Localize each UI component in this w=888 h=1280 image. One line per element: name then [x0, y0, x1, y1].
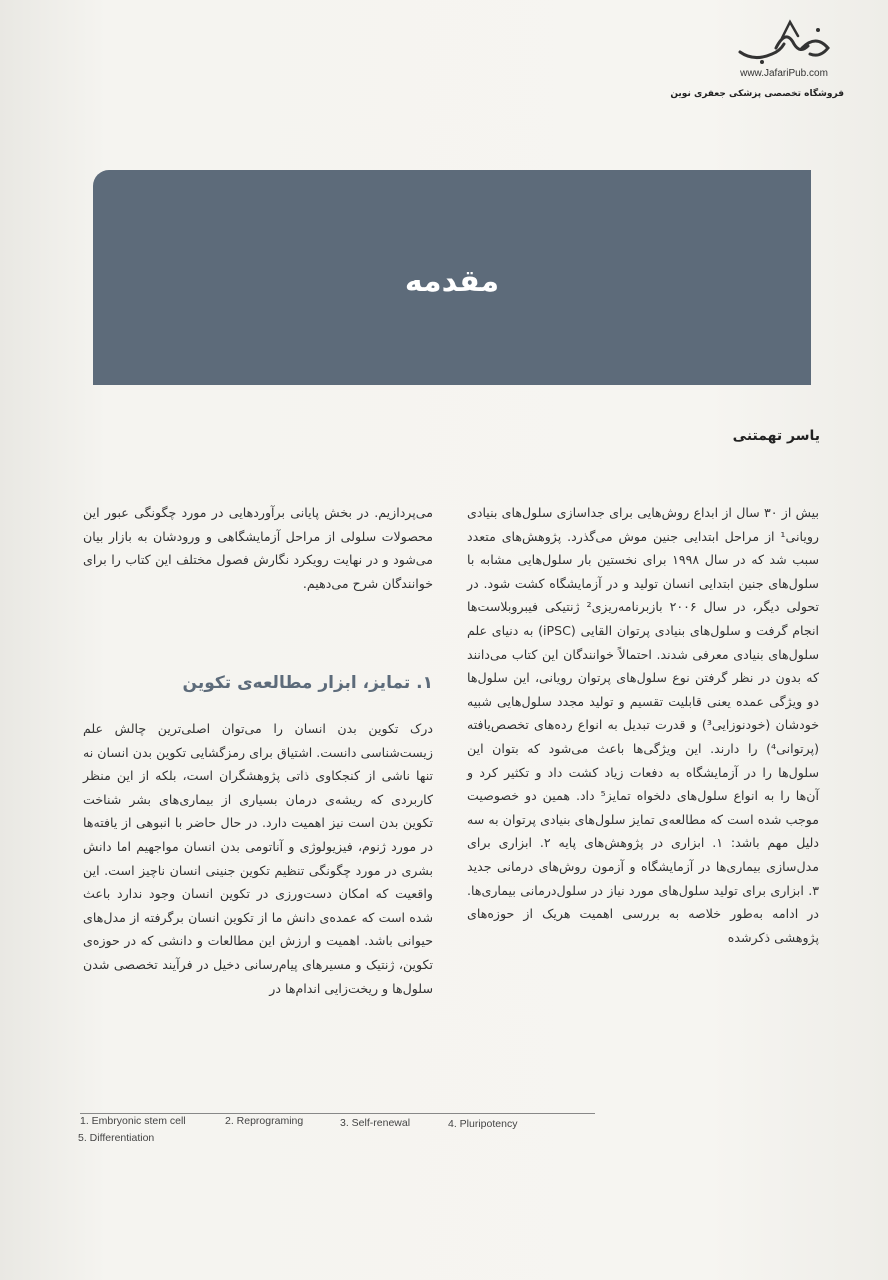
left-column-paragraph-top: می‌پردازیم. در بخش پایانی برآوردهایی در مورد چگونگی عبور این محصولات سلولی از مراحل آزمایشگاهی و ورودشان به بازار بیان می‌شود و در نهایت رویکرد نگارش فصول مختلف این کتاب را برای خوانندگان شرح می‌دهیم.: [83, 505, 433, 591]
section-heading: ۱. تمایز، ابزار مطالعه‌ی تکوین: [182, 673, 433, 693]
footnote-1: 1. Embryonic stem cell: [80, 1115, 186, 1127]
left-column-top: [83, 501, 433, 595]
footnote-2: 2. Reprograming: [225, 1115, 304, 1127]
right-column-paragraph: بیش از ۳۰ سال از ابداع روش‌هایی برای جداسازی سلول‌های بنیادی رویانی¹ از مراحل ابتدایی جنین موش می‌گذرد. پژوهش‌های متعدد سبب شد که در سال ۱۹۹۸ برای نخستین بار سلول‌هایی مشابه با سلول‌های جنین ابتدایی انسان تولید و در آزمایشگاه کشت شود. در تحولی دیگر، در سال ۲۰۰۶ بازبرنامه‌ریزی² ژنتیکی فیبروبلاست‌ها انجام گرفت و سلول‌های بنیادی پرتوان القایی (iPSC) به دنیای علم سلول‌های بنیادی معرفی شدند. احتمالاً خوانندگان این کتاب می‌دانند که بدون در نظر گرفتن نوع سلول‌های پرتوان رویانی، این سلول‌ها دو ویژگی عمده یعنی قابلیت تقسیم و تولید مجدد سلول‌هایی شبیه خودشان (خودنوزایی³) و قدرت تبدیل به انواع رده‌های تخصص‌یافته (پرتوانی⁴) را دارند. این ویژگی‌ها باعث می‌شود که بتوان این سلول‌ها را در آزمایشگاه به دفعات زیاد کشت داد و تکثیر کرد و آن‌ها را به انواع سلول‌های دلخواه تمایز⁵ داد. همین دو خصوصیت موجب شده است که مطالعه‌ی تمایز سلول‌های بنیادی پرتوان به سه دلیل مهم باشد: ۱. ابزاری در پژوهش‌های پایه ۲. ابزاری برای مدل‌سازی بیماری‌ها در آزمایشگاه و آزمون روش‌های درمانی جدید ۳. ابزاری برای تولید سلول‌های مورد نیاز در سلول‌درمانی بیماری‌ها. در ادامه به‌طور خلاصه به بررسی اهمیت هریک از حوزه‌های پژوهشی ذکرشده: [467, 505, 820, 945]
author-name: یاسر تهمتنی: [732, 428, 820, 444]
left-column-paragraph-bottom: درک تکوین بدن انسان را می‌توان اصلی‌ترین چالش علم زیست‌شناسی دانست. اشتیاق برای رمزگشایی تکوین بدن انسان نه تنها ناشی از کنجکاوی ذاتی پژوهشگران است، بلکه از این منظر کاربردی که ریشه‌ی درمان بسیاری از بیماری‌های بشر شناخت تکوین بدن است نیز اهمیت دارد. در حال حاضر با انبوهی از یافته‌ها در مورد ژنوم، فیزیولوژی و آناتومی بدن انسان مواجهیم اما دانش بشری در مورد چگونگی تنظیم تکوین جنینی انسان ناچیز است. این واقعیت که امکان دست‌ورزی در تکوین انسان وجود ندارد باعث شده است که عمده‌ی دانش ما از تکوین انسان برگرفته از مدل‌های حیوانی باشد. اهمیت و ارزش این مطالعات و دانشی که در حوزه‌ی تکوین، ژنتیک و مسیرهای پیام‌رسانی دخیل در فرآیند تخصصی شدن سلول‌ها و ریخت‌زایی اندام‌ها در: [83, 721, 433, 996]
publisher-logo: [670, 18, 844, 99]
logo-url: www.JafariPub.com: [740, 68, 828, 79]
left-column-bottom: [83, 717, 433, 1000]
footnote-5: 5. Differentiation: [78, 1132, 155, 1144]
store-name: فروشگاه تخصصی پزشکی جعفری نوین: [670, 89, 844, 99]
chapter-title: مقدمه: [404, 264, 500, 299]
footnote-3: 3. Self-renewal: [340, 1117, 411, 1129]
right-column: [467, 501, 819, 949]
chapter-banner: [93, 170, 811, 385]
logo-calligraphy-icon: [732, 18, 836, 68]
footnote-divider: [80, 1113, 595, 1114]
footnote-4: 4. Pluripotency: [448, 1118, 518, 1130]
